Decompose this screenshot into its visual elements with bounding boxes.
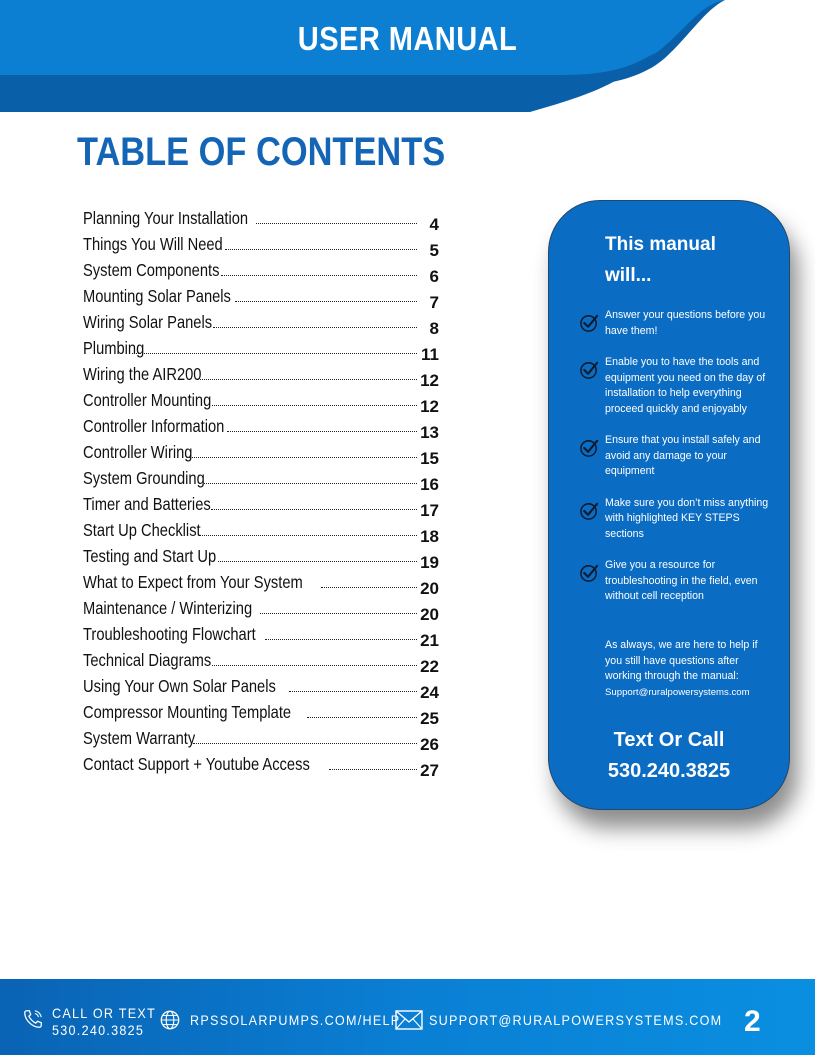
toc-entry-label: System Grounding — [83, 468, 205, 488]
globe-icon — [159, 1009, 181, 1031]
toc-entry-label: System Warranty — [83, 728, 196, 748]
footer-call[interactable] — [52, 1005, 168, 1039]
footer-website[interactable] — [190, 1012, 424, 1030]
toc-leader-dots — [265, 638, 417, 640]
toc-entry-page: 22 — [420, 657, 439, 676]
sidebar-bullet-text: Ensure that you install safely and avoid any damage to your equipment — [605, 434, 761, 477]
toc-entry-label: Mounting Solar Panels — [83, 286, 231, 306]
toc-entry[interactable] — [83, 723, 439, 754]
toc-entry-label: Things You Will Need — [83, 234, 223, 254]
toc-leader-dots — [189, 456, 417, 458]
toc-entry-label: Using Your Own Solar Panels — [83, 676, 276, 696]
toc-entry-page: 8 — [429, 319, 439, 338]
toc-entry-label: Compressor Mounting Template — [83, 702, 292, 722]
toc-entry[interactable] — [83, 411, 439, 442]
sidebar-bullet-text: Answer your questions before you have them! — [605, 309, 766, 337]
toc-list — [83, 203, 439, 780]
toc-leader-dots — [225, 248, 417, 250]
toc-leader-dots — [211, 508, 417, 510]
cta-phone[interactable]: 530.240.3825 — [607, 760, 731, 782]
toc-entry[interactable] — [83, 749, 439, 780]
toc-entry-page: 7 — [429, 293, 439, 312]
toc-leader-dots — [221, 274, 417, 276]
toc-leader-dots — [218, 560, 417, 562]
toc-entry-page: 6 — [429, 267, 439, 286]
toc-entry-label: Controller Wiring — [83, 442, 193, 462]
header-banner — [0, 0, 815, 112]
page-number: 2 — [744, 1005, 761, 1038]
toc-entry[interactable] — [83, 229, 439, 260]
check-circle-icon — [579, 562, 600, 583]
toc-entry-label: Start Up Checklist — [83, 520, 201, 540]
toc-entry-page: 26 — [420, 735, 439, 754]
toc-entry[interactable] — [83, 515, 439, 546]
toc-entry-page: 16 — [420, 475, 439, 494]
cta-label: Text Or Call — [613, 729, 725, 751]
sidebar-bullet-text: Enable you to have the tools and equipment you need on the day of installation to help everything proceed quickly and enjoyably — [605, 356, 766, 415]
check-circle-icon — [579, 437, 600, 458]
toc-entry[interactable] — [83, 619, 439, 650]
toc-entry-label: Wiring Solar Panels — [83, 312, 213, 332]
toc-leader-dots — [212, 664, 417, 666]
sidebar-bullet — [579, 433, 779, 480]
toc-entry[interactable] — [83, 385, 439, 416]
toc-entry-label: Testing and Start Up — [83, 546, 217, 566]
toc-leader-dots — [199, 534, 417, 536]
toc-entry-label: System Components — [83, 260, 220, 280]
toc-entry-page: 20 — [420, 579, 439, 598]
sidebar-panel — [548, 200, 790, 810]
toc-leader-dots — [213, 326, 417, 328]
toc-leader-dots — [235, 300, 417, 302]
sidebar-bullet-text: Give you a resource for troubleshooting in the field, even without cell reception — [605, 559, 758, 602]
sidebar-closing — [605, 638, 775, 700]
toc-entry-page: 17 — [420, 501, 439, 520]
toc-entry-label: What to Expect from Your System — [83, 572, 303, 592]
sidebar-call-to-action — [549, 725, 789, 787]
toc-entry-label: Timer and Batteries — [83, 494, 211, 514]
toc-entry-label: Planning Your Installation — [83, 208, 249, 228]
footer-email-text: SUPPORT@RURALPOWERSYSTEMS.COM — [429, 1012, 723, 1028]
toc-leader-dots — [200, 378, 417, 380]
toc-entry-page: 12 — [420, 371, 439, 390]
toc-entry-page: 15 — [420, 449, 439, 468]
toc-entry-page: 27 — [420, 761, 439, 780]
toc-entry-page: 13 — [420, 423, 439, 442]
toc-leader-dots — [260, 612, 417, 614]
toc-entry-page: 25 — [420, 709, 439, 728]
toc-leader-dots — [329, 768, 417, 770]
toc-entry-label: Contact Support + Youtube Access — [83, 754, 310, 774]
toc-leader-dots — [132, 352, 417, 354]
toc-entry[interactable] — [83, 593, 439, 624]
toc-entry[interactable] — [83, 697, 439, 728]
footer-bar — [0, 979, 815, 1055]
toc-entry[interactable] — [83, 203, 439, 234]
toc-entry[interactable] — [83, 463, 439, 494]
toc-entry-page: 19 — [420, 553, 439, 572]
toc-entry-page: 18 — [420, 527, 439, 546]
phone-icon — [22, 1008, 44, 1030]
toc-entry[interactable] — [83, 567, 439, 598]
toc-entry-page: 21 — [420, 631, 439, 650]
toc-leader-dots — [289, 690, 417, 692]
footer-website-text: RPSSOLARPUMPS.COM/HELP — [190, 1012, 401, 1028]
toc-entry[interactable] — [83, 437, 439, 468]
toc-entry-page: 12 — [420, 397, 439, 416]
toc-entry-label: Wiring the AIR200 — [83, 364, 202, 384]
toc-entry-label: Maintenance / Winterizing — [83, 598, 253, 618]
toc-entry[interactable] — [83, 281, 439, 312]
header-title: USER MANUAL — [297, 20, 518, 57]
toc-leader-dots — [256, 222, 417, 224]
toc-entry[interactable] — [83, 333, 439, 364]
toc-entry-page: 20 — [420, 605, 439, 624]
sidebar-bullets — [579, 308, 779, 605]
toc-entry[interactable] — [83, 359, 439, 390]
sidebar-bullet — [579, 496, 779, 543]
sidebar-closing-text: As always, we are here to help if you still have questions after working through the manual: — [605, 639, 758, 682]
sidebar-bullet — [579, 308, 779, 339]
check-circle-icon — [579, 500, 600, 521]
sidebar-bullet — [579, 355, 779, 417]
toc-entry[interactable] — [83, 541, 439, 572]
footer-email[interactable] — [429, 1012, 755, 1030]
envelope-icon — [395, 1010, 423, 1030]
toc-entry-label: Troubleshooting Flowchart — [83, 624, 256, 644]
toc-entry-label: Technical Diagrams — [83, 650, 212, 670]
sidebar-email[interactable]: Support@ruralpowersystems.com — [605, 686, 750, 698]
toc-entry-page: 11 — [421, 345, 439, 364]
toc-entry-label: Controller Information — [83, 416, 225, 436]
toc-entry-page: 24 — [420, 683, 439, 702]
toc-entry-label: Plumbing — [83, 338, 145, 358]
check-circle-icon — [579, 359, 600, 380]
toc-entry[interactable] — [83, 307, 439, 338]
toc-heading: TABLE OF CONTENTS — [77, 130, 446, 174]
toc-entry-page: 5 — [429, 241, 439, 260]
sidebar-bullet-text: Make sure you don’t miss anything with highlighted KEY STEPS sections — [605, 496, 769, 540]
sidebar-bullet — [579, 558, 779, 605]
footer-call-number: 530.240.3825 — [52, 1022, 145, 1038]
toc-entry-page: 4 — [429, 215, 439, 234]
footer-call-label: CALL OR TEXT — [52, 1005, 157, 1021]
toc-leader-dots — [193, 742, 417, 744]
toc-entry[interactable] — [83, 645, 439, 676]
toc-entry[interactable] — [83, 255, 439, 286]
toc-leader-dots — [307, 716, 417, 718]
toc-entry-label: Controller Mounting — [83, 390, 212, 410]
toc-leader-dots — [204, 482, 417, 484]
toc-leader-dots — [227, 430, 417, 432]
toc-entry[interactable] — [83, 671, 439, 702]
toc-leader-dots — [321, 586, 417, 588]
check-circle-icon — [579, 312, 600, 333]
sidebar-title: This manual will... — [605, 234, 716, 286]
toc-entry[interactable] — [83, 489, 439, 520]
toc-leader-dots — [212, 404, 417, 406]
